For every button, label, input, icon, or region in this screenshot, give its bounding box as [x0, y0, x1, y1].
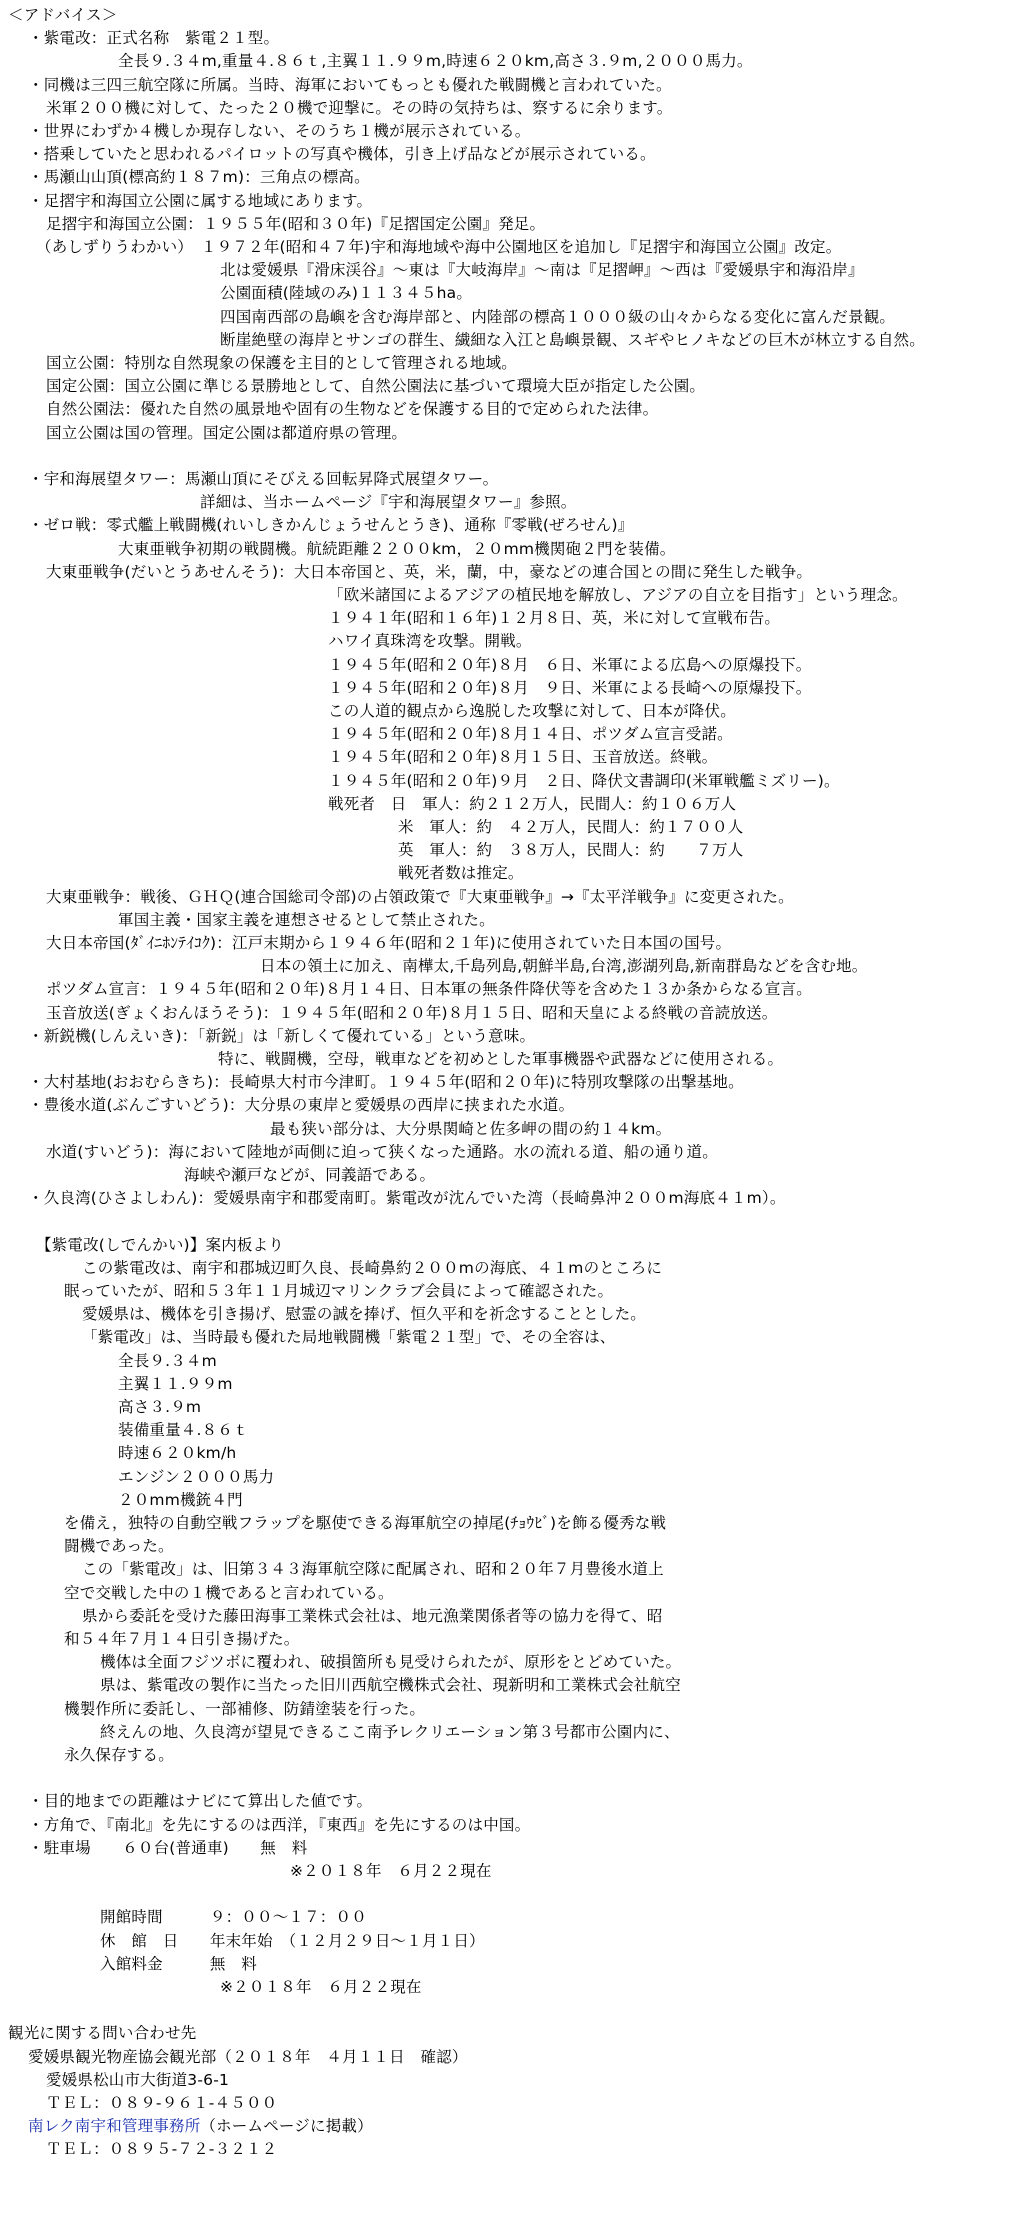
document-line: ＴＥＬ：０８９５-７２-３２１２: [46, 2140, 278, 2158]
document-line: 眠っていたが、昭和５３年１１月城辺マリンクラブ会員によって確認された。: [64, 1282, 614, 1300]
document-line: 国定公園：国立公園に準じる景勝地として、自然公園法に基づいて環境大臣が指定した公園。: [46, 377, 706, 395]
document-line: 装備重量４.８６ｔ: [118, 1421, 249, 1439]
document-line: 日本の領土に加え、南樺太,千島列島,朝鮮半島,台湾,澎湖列島,新南群島などを含む地。: [260, 957, 868, 975]
document-line: 機製作所に委託し、一部補修、防錆塗装を行った。: [64, 1700, 426, 1718]
document-line: 北は愛媛県『滑床渓谷』～東は『大岐海岸』～南は『足摺岬』～西は『愛媛県宇和海沿岸』: [220, 261, 864, 279]
document-line: １９４５年(昭和２０年)８月 ９日、米軍による長崎への原爆投下。: [328, 679, 812, 697]
document-line: １９４１年(昭和１６年)１２月８日、英，米に対して宣戦布告。: [328, 609, 781, 627]
document-line: 最も狭い部分は、大分県関崎と佐多岬の間の約１４km。: [270, 1120, 672, 1138]
document-line: 入館料金 無 料: [100, 1955, 258, 1973]
document-line: 永久保存する。: [64, 1746, 174, 1764]
document-line: 水道(すいどう)：海において陸地が両側に迫って狭くなった通路。水の流れる道、船の通り道。: [46, 1143, 718, 1161]
document-line: 特に、戦闘機，空母，戦車などを初めとした軍事機器や武器などに使用される。: [218, 1050, 784, 1068]
document-line: 大東亜戦争初期の戦闘機。航続距離２２００km，２０mm機関砲２門を装備。: [118, 540, 676, 558]
document-line: 公園面積(陸域のみ)１１３４５ha。: [220, 284, 473, 302]
document-line: 時速６２０km/h: [118, 1444, 237, 1462]
document-line: 愛媛県観光物産協会観光部（２０１８年 ４月１１日 確認）: [28, 2048, 468, 2066]
document-line: ＴＥＬ：０８９-９６１-４５００: [46, 2094, 278, 2112]
document-line: 観光に関する問い合わせ先: [8, 2024, 197, 2042]
document-line: ・紫電改：正式名称 紫電２１型。: [28, 29, 280, 47]
document-line: 断崖絶壁の海岸とサンゴの群生、繊細な入江と島嶼景観、スギやヒノキなどの巨木が林立する自然。: [220, 331, 925, 349]
document-line: ＜アドバイス＞: [8, 6, 118, 24]
document-line: 大日本帝国(ﾀﾞｲﾆﾎﾝﾃｲｺｸ)：江戸末期から１９４６年(昭和２１年)に使用されていた日本国の国号。: [46, 934, 732, 952]
document-line: 大東亜戦争(だいとうあせんそう)：大日本帝国と、英，米，蘭，中，豪などの連合国との間に発生した戦争。: [46, 563, 813, 581]
document-line: を備え，独特の自動空戦フラップを駆使できる海軍航空の掉尾(ﾁｮｳﾋﾞ)を飾る優秀な戦: [64, 1514, 667, 1532]
document-line: ・目的地までの距離はナビにて算出した値です。: [28, 1792, 373, 1810]
document-line: ・豊後水道(ぶんごすいどう)：大分県の東岸と愛媛県の西岸に挟まれた水道。: [28, 1096, 575, 1114]
document-line: 自然公園法：優れた自然の風景地や固有の生物などを保護する目的で定められた法律。: [46, 400, 659, 418]
document-line: ・大村基地(おおむらきち)：長崎県大村市今津町。１９４５年(昭和２０年)に特別攻撃隊の出撃基地。: [28, 1073, 744, 1091]
document-line: [28, 2115, 373, 2137]
document-line: 主翼１１.９９m: [118, 1375, 233, 1393]
document-line: 全長９.３４m: [118, 1352, 217, 1370]
document-line: この人道的観点から逸脱した攻撃に対して、日本が降伏。: [328, 702, 736, 720]
document-line: ※２０１８年 ６月２２現在: [290, 1862, 492, 1880]
document-line: １９４５年(昭和２０年)８月１４日、ポツダム宣言受諾。: [328, 725, 733, 743]
document-line: ハワイ真珠湾を攻撃。開戦。: [328, 632, 532, 650]
document-line: 国立公園は国の管理。国定公園は都道府県の管理。: [46, 424, 408, 442]
document-line: 開館時間 ９：００～１７：００: [100, 1908, 367, 1926]
document-line: 四国南西部の島嶼を含む海岸部と、内陸部の標高１０００級の山々からなる変化に富んだ景観。: [220, 308, 896, 326]
document-line: 戦死者数は推定。: [398, 864, 524, 882]
document-line: 海峡や瀬戸などが、同義語である。: [184, 1166, 436, 1184]
document-line: 「欧米諸国によるアジアの植民地を解放し、アジアの自立を目指す」という理念。: [328, 586, 908, 604]
document-line: 足摺宇和海国立公園：１９５５年(昭和３０年)『足摺国定公園』発足。: [46, 215, 546, 233]
document-line: 英 軍人：約 ３８万人，民間人：約 ７万人: [398, 841, 744, 859]
document-line: １９４５年(昭和２０年)８月１５日、玉音放送。終戦。: [328, 748, 718, 766]
document-line: 全長９.３４m,重量４.８６ｔ,主翼１１.９９m,時速６２０km,高さ３.９m,２０００馬力。: [118, 52, 753, 70]
document-line: 大東亜戦争：戦後、ＧＨＱ(連合国総司令部)の占領政策で『大東亜戦争』→『太平洋戦争』に変更された。: [46, 888, 794, 906]
contact-office-note: （ホームページに掲載）: [200, 2117, 373, 2135]
document-line: 県から委託を受けた藤田海事工業株式会社は、地元漁業関係者等の協力を得て、昭: [82, 1607, 663, 1625]
document-line: 「紫電改」は、当時最も優れた局地戦闘機「紫電２１型」で、その全容は、: [82, 1328, 616, 1346]
document-line: ・世界にわずか４機しか現存しない、そのうち１機が展示されている。: [28, 122, 531, 140]
document-line: ・馬瀬山山頂(標高約１８７m)：三角点の標高。: [28, 168, 370, 186]
document-line: ポツダム宣言：１９４５年(昭和２０年)８月１４日、日本軍の無条件降伏等を含めた１３か条からなる宣言。: [46, 980, 812, 998]
document-line: 空で交戦した中の１機であると言われている。: [64, 1584, 394, 1602]
document-line: 愛媛県松山市大街道3-6-1: [46, 2071, 230, 2089]
document-line: ※２０１８年 ６月２２現在: [220, 1978, 422, 1996]
document-line: 愛媛県は、機体を引き揚げ、慰霊の誠を捧げ、恒久平和を祈念することとした。: [82, 1305, 646, 1323]
document-line: 県は、紫電改の製作に当たった旧川西航空機株式会社、現新明和工業株式会社航空: [100, 1676, 681, 1694]
document-line: ２０mm機銃４門: [118, 1491, 243, 1509]
document-line: 米 軍人：約 ４２万人，民間人：約１７００人: [398, 818, 744, 836]
document-line: 闘機であった。: [64, 1537, 174, 1555]
document-line: ・久良湾(ひさよしわん)：愛媛県南宇和郡愛南町。紫電改が沈んでいた湾（長崎鼻沖２００m海底４１m）。: [28, 1189, 786, 1207]
document-line: ・足摺宇和海国立公園に属する地域にあります。: [28, 192, 373, 210]
document-line: ・ゼロ戦：零式艦上戦闘機(れいしきかんじょうせんとうき)、通称『零戦(ぜろせん)』: [28, 516, 634, 534]
document-line: 詳細は、当ホームページ『宇和海展望タワー』参照。: [200, 493, 577, 511]
document-line: ・新鋭機(しんえいき)：「新鋭」は「新しくて優れている」という意味。: [28, 1027, 536, 1045]
document-line: 機体は全面フジツボに覆われ、破損箇所も見受けられたが、原形をとどめていた。: [100, 1653, 682, 1671]
document-line: この「紫電改」は、旧第３４３海軍航空隊に配属され、昭和２０年７月豊後水道上: [82, 1560, 664, 1578]
document-line: 玉音放送(ぎょくおんほうそう)：１９４５年(昭和２０年)８月１５日、昭和天皇による終戦の音読放送。: [46, 1004, 778, 1022]
document-line: この紫電改は、南宇和郡城辺町久良、長崎鼻約２００mの海底、４１mのところに: [82, 1259, 663, 1277]
document-line: ・駐車場 ６０台(普通車) 無 料: [28, 1839, 308, 1857]
document-line: １９４５年(昭和２０年)９月 ２日、降伏文書調印(米軍戦艦ミズリー)。: [328, 772, 840, 790]
document-line: 和５４年７月１４日引き揚げた。: [64, 1630, 300, 1648]
document-line: 戦死者 日 軍人：約２１２万人，民間人：約１０６万人: [328, 795, 737, 813]
document-line: ・方角で、『南北』を先にするのは西洋，『東西』を先にするのは中国。: [28, 1816, 531, 1834]
document-line: ・宇和海展望タワー：馬瀬山頂にそびえる回転昇降式展望タワー。: [28, 470, 499, 488]
document-line: １９４５年(昭和２０年)８月 ６日、米軍による広島への原爆投下。: [328, 656, 812, 674]
document-line: 【紫電改(しでんかい)】案内板より: [36, 1236, 284, 1254]
contact-office-link[interactable]: 南レク南宇和管理事務所: [28, 2117, 201, 2135]
document-line: エンジン２０００馬力: [118, 1468, 275, 1486]
document-line: ・同機は三四三航空隊に所属。当時、海軍においてもっとも優れた戦闘機と言われていた。: [28, 76, 672, 94]
document-line: 終えんの地、久良湾が望見できるここ南予レクリエーション第３号都市公園内に、: [100, 1723, 680, 1741]
document-line: ・搭乗していたと思われるパイロットの写真や機体，引き上げ品などが展示されている。: [28, 145, 656, 163]
document-line: 国立公園：特別な自然現象の保護を主目的として管理される地域。: [46, 354, 518, 372]
document-line: 休 館 日 年末年始 （１２月２９日～１月１日）: [100, 1932, 485, 1950]
document-line: （あしずりうわかい） １９７２年(昭和４７年)宇和海地域や海中公園地区を追加し『足摺宇和海国立公園』改定。: [36, 238, 842, 256]
document-line: 高さ３.９m: [118, 1398, 202, 1416]
document-line: 軍国主義・国家主義を連想させるとして禁止された。: [118, 911, 495, 929]
document-line: 米軍２００機に対して、たった２０機で迎撃に。その時の気持ちは、察するに余ります。: [46, 99, 673, 117]
